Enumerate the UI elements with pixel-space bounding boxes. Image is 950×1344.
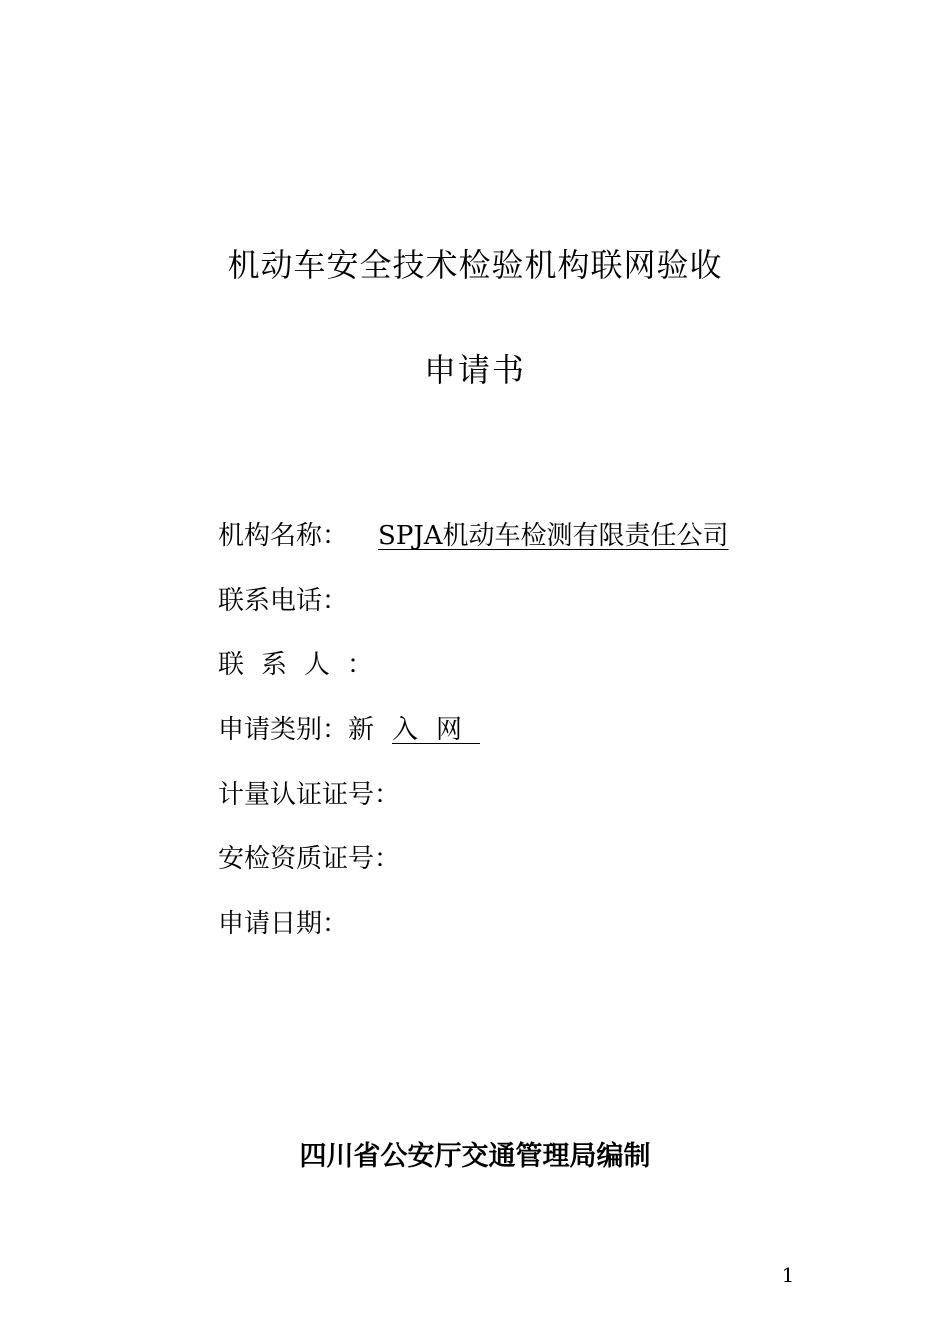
- page-number: 1: [781, 1263, 795, 1287]
- phone-row: [218, 581, 348, 621]
- contact-label-colon: ：: [347, 650, 374, 680]
- application-date-label: 申请日期：: [218, 909, 349, 939]
- organization-label: 机构名称：: [218, 521, 349, 551]
- safety-certificate-label: 安检资质证号：: [218, 844, 401, 874]
- cma-certificate-label: 计量认证证号：: [218, 780, 401, 810]
- category-row: [218, 710, 480, 750]
- cma-certificate-row: [218, 775, 400, 815]
- contact-row: [218, 645, 373, 685]
- contact-label: 联系人: [218, 650, 348, 680]
- phone-label: 联系电话：: [218, 586, 349, 616]
- document-title-line-2: 申请书: [423, 351, 526, 389]
- compiled-by-footer: 四川省公安厅交通管理局编制: [299, 1141, 651, 1172]
- category-label: 申请类别：: [218, 715, 349, 745]
- organization-value: SPJA机动车检测有限责任公司: [378, 521, 729, 551]
- category-value: 入网: [392, 715, 481, 745]
- organization-row: [218, 516, 729, 556]
- application-date-row: [218, 904, 348, 944]
- document-title-line-1: 机动车安全技术检验机构联网验收: [227, 246, 723, 284]
- category-value-prefix: 新: [348, 715, 393, 745]
- safety-certificate-row: [218, 839, 400, 879]
